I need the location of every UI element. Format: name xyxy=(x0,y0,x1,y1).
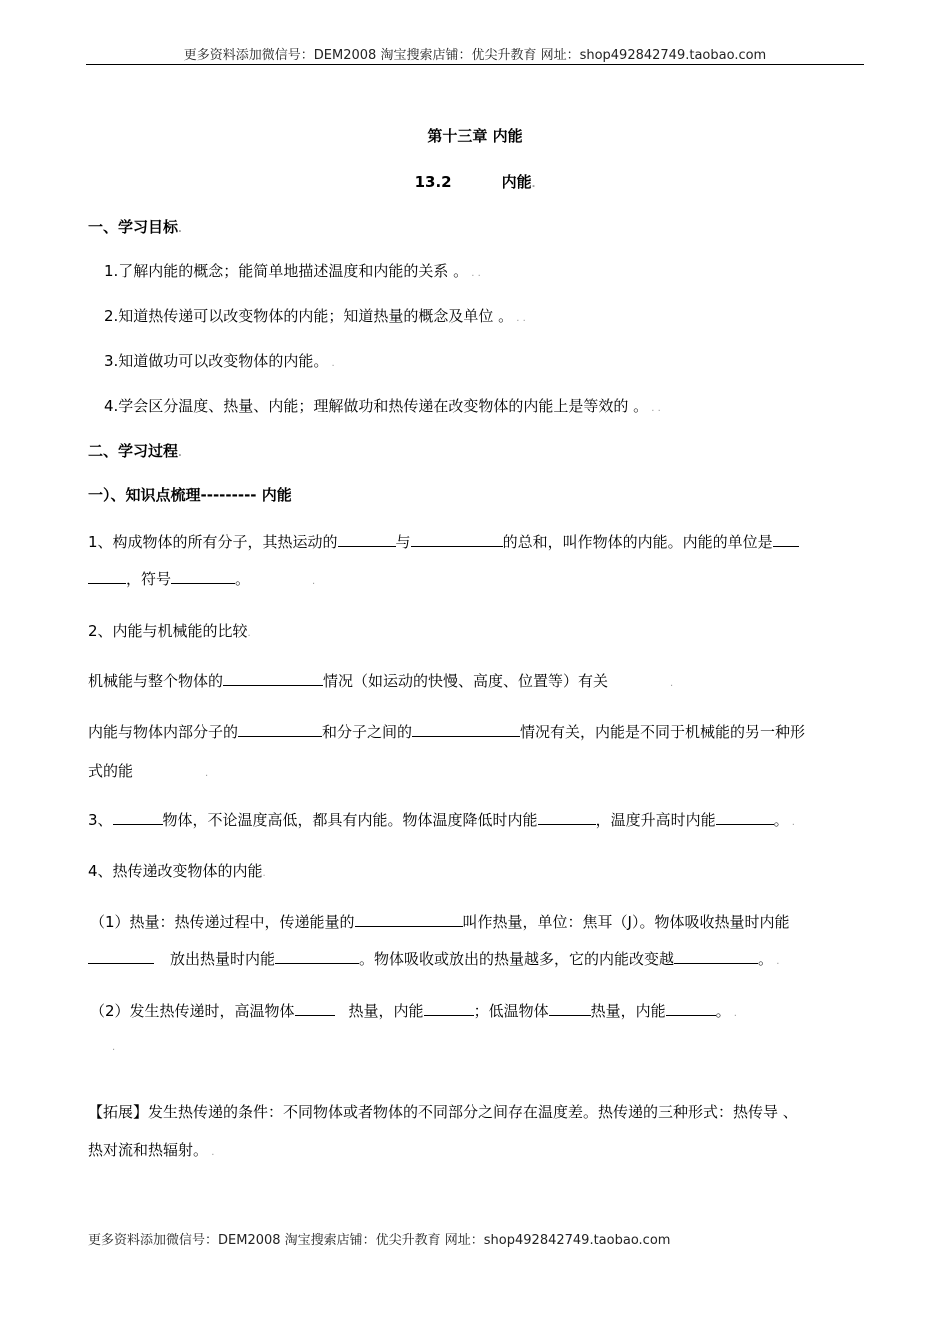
chapter-title: 第十三章 内能 xyxy=(427,127,523,145)
goal-item: 2.知道热传递可以改变物体的内能；知道热量的概念及单位 。 . . xyxy=(104,307,526,325)
question-2-mechanical: 机械能与整个物体的 情况（如运动的快慢、高度、位置等）有关 . xyxy=(88,672,674,690)
goal-item: 4.学会区分温度、热量、内能；理解做功和热传递在改变物体的内能上是等效的 。 . . xyxy=(104,397,661,415)
extension-note-line1: 【拓展】发生热传递的条件：不同物体或者物体的不同部分之间存在温度差。热传递的三种形式：热传导 、 xyxy=(88,1103,798,1121)
header-divider xyxy=(86,64,864,65)
question-4-part2: （2）发生热传递时，高温物体 热量，内能 ；低温物体 热量，内能 。 . xyxy=(90,1002,737,1020)
question-2-internal-line1: 内能与物体内部分子的 和分子之间的 情况有关，内能是不同于机械能的另一种形 xyxy=(88,723,806,741)
extension-note-line2: 热对流和热辐射。 . xyxy=(88,1141,215,1159)
goals-heading: 一、学习目标. xyxy=(88,218,182,236)
section-title-row: 13.2 内能. xyxy=(414,173,536,191)
stray-mark: . xyxy=(112,1042,116,1053)
question-4-part1-line2: 放出热量时内能 。物体吸收或放出的热量越多，它的内能改变越 。 . xyxy=(88,948,868,969)
page-header: 更多资料添加微信号：DEM2008 淘宝搜索店铺：优尖升教育 网址：shop492842749.taobao.com xyxy=(183,48,767,63)
process-heading: 二、学习过程. xyxy=(88,442,182,460)
question-4-part1-line1: （1）热量：热传递过程中，传递能量的 叫作热量，单位：焦耳（J）。物体吸收热量时内能 xyxy=(90,913,790,931)
page-footer: 更多资料添加微信号：DEM2008 淘宝搜索店铺：优尖升教育 网址：shop492842749.taobao.com xyxy=(88,1233,671,1248)
question-3: 3、 物体，不论温度高低，都具有内能。物体温度降低时内能 ，温度升高时内能 。 . xyxy=(88,811,795,829)
question-2: 2、内能与机械能的比较. xyxy=(88,622,251,640)
knowledge-subheading: 一）、知识点梳理--------- 内能 xyxy=(88,486,292,504)
question-4: 4、热传递改变物体的内能. xyxy=(88,862,266,880)
question-2-internal-line2: 式的能 . xyxy=(88,762,209,780)
goal-item: 3.知道做功可以改变物体的内能。 . xyxy=(104,352,335,370)
goal-item: 1.了解内能的概念；能简单地描述温度和内能的关系 。 . . xyxy=(104,262,481,280)
question-1-line2: ，符号 。 . xyxy=(88,568,868,589)
question-1-line1: 1、构成物体的所有分子，其热运动的 与 的总和，叫作物体的内能。内能的单位是 xyxy=(88,531,868,552)
section-number: 13.2 xyxy=(414,173,452,191)
section-title: 内能 xyxy=(501,173,532,191)
